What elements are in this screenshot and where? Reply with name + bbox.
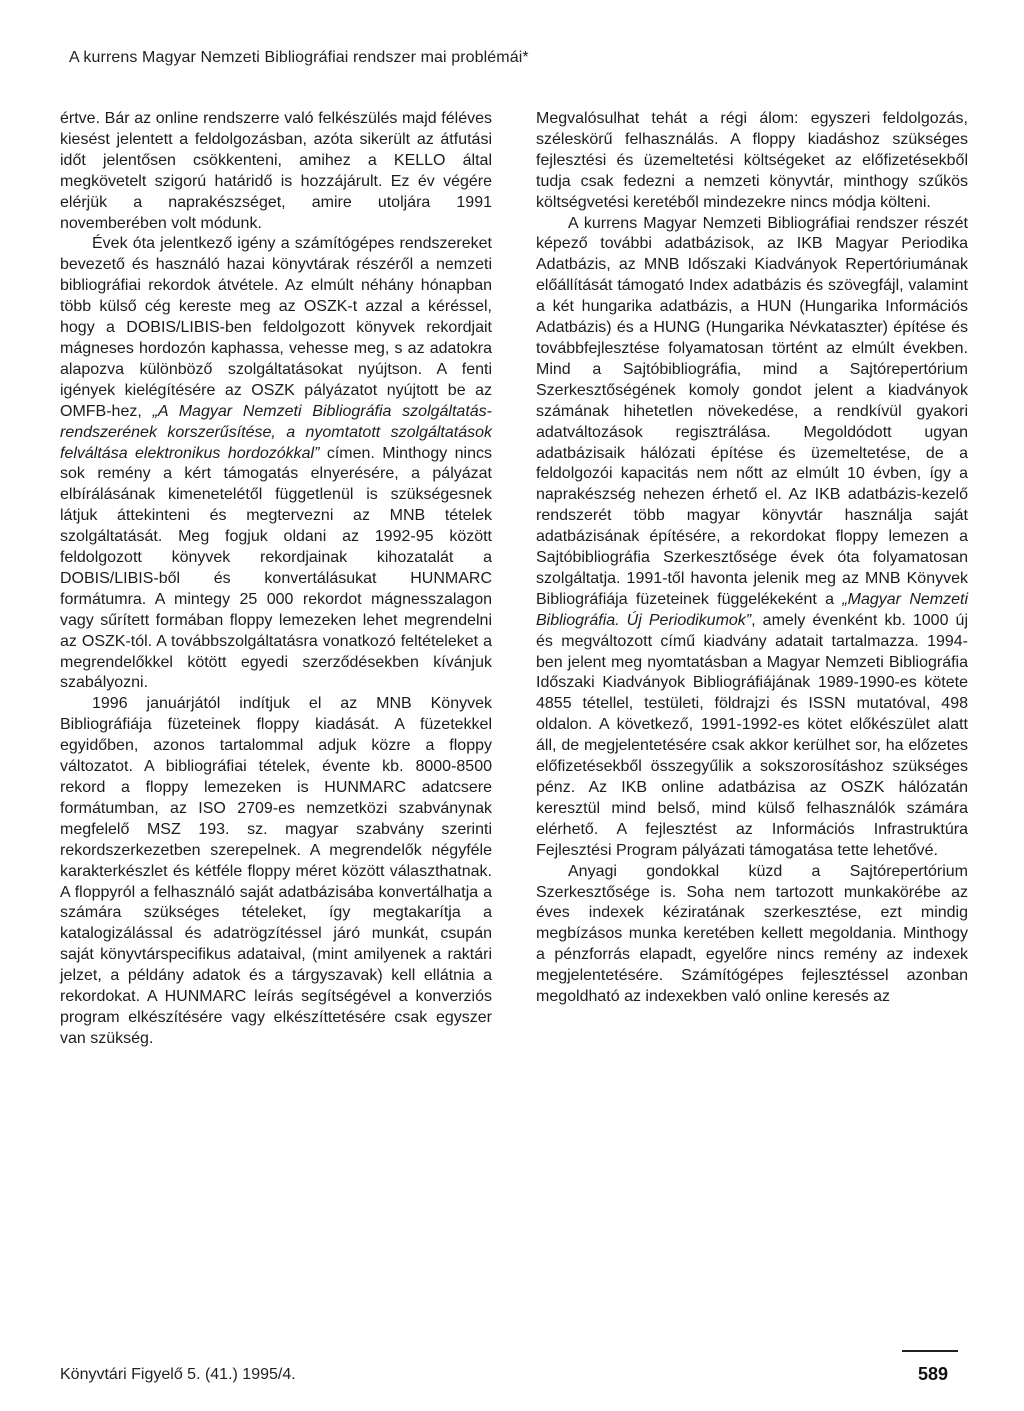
page-number: 589 <box>918 1364 949 1384</box>
footer-rule <box>902 1350 958 1352</box>
left-paragraph-2-text-b: címen. Minthogy nincs sok remény a kért támogatás elnyerésére, a pályázat elbírálásának kimenetelétől függetlenül is szükségesnek látjuk áttekinteni és megtervezni az MNB tételek szolgáltatását. Meg fogjuk oldani az 1992-95 között feldolgozott könyvek rekordjainak kihozatalát a DOBIS/LIBIS-ből és konvertálásukat HUNMARC formátumra. A mintegy 25 000 rekordot mágnesszalagon vagy sűrített formában floppy lemezeken lehet megrendelni az OSZK-tól. A továbbszolgáltatásra vonatkozó feltételeket a megrendelőkkel kötött egyedi szerződésekben kívánjuk szabályozni. <box>60 444 492 692</box>
right-column <box>536 109 968 1008</box>
right-paragraph-2 <box>536 214 968 862</box>
right-paragraph-2-text-b: , amely évenként kb. 1000 új és megváltozott című kiadvány adatait tartalmazza. 1994-ben jelent meg nyomtatásban a Magyar Nemzeti Bibliográfia Időszaki Kiadványok Bibliográfiájának 1989-1990-es kötete 4855 tétellel, testületi, földrajzi és ISSN mutatóval, 498 oldalon. A következő, 1991-1992-es kötet előkészület alatt áll, de megjelentetésére csak akkor kerülhet sor, ha előzetes előfizetésekből összegyűlik a sokszorosításhoz szükséges pénz. Az IKB online adatbázisa az OSZK hálózatán keresztül mind belső, mind külső felhasználók számára elérhető. A fejlesztést az Információs Infrastruktúra Fejlesztési Program pályázati támogatása tette lehetővé. <box>536 611 969 859</box>
left-column <box>60 109 492 1050</box>
left-paragraph-1: értve. Bár az online rendszerre való felkészülés majd féléves kiesést jelentett a feldolgozásban, azóta sikerült az átfutási időt jelentősen csökkenteni, amihez a KELLO által megkövetelt szigorú határidő is hozzájárult. Ez év végére elérjük a naprakészséget, amire utoljára 1991 novemberében volt módunk. <box>60 110 492 232</box>
right-paragraph-3: Anyagi gondokkal küzd a Sajtórepertórium Szerkesztősége is. Soha nem tartozott munkakörébe az éves indexek kéziratának szerkesztése, ezt mindig megbízásos munka keretében kellett megoldania. Minthogy a pénzforrás elapadt, egyelőre nincs remény az indexek megjelentetésére. Számítógépes fejlesztéssel azonban megoldható az indexekben való online keresés az <box>536 862 968 1006</box>
right-paragraph-1: Megvalósulhat tehát a régi álom: egyszeri feldolgozás, széleskörű felhasználás. A floppy kiadáshoz szükséges fejlesztési és üzemeltetési költségeket az előfizetésekből tudja csak fedezni a nemzeti könyvtár, minthogy szűkös költségvetési keretéből mindezekre nincs módja költeni. <box>536 110 968 211</box>
left-paragraph-2 <box>60 234 492 694</box>
project-title-italic: „A Magyar Nemzeti Bibliográfia szolgáltatás-rendszerének korszerűsítése, a nyomtatott szolgáltatások felváltása elektronikus hordozókkal” <box>60 402 492 462</box>
footer-journal-title: Könyvtári Figyelő 5. (41.) 1995/4. <box>60 1366 296 1383</box>
periodical-title-italic: „Magyar Nemzeti Bibliográfia. Új Periodikumok” <box>536 590 968 629</box>
left-paragraph-3: 1996 januárjától indítjuk el az MNB Könyvek Bibliográfiája füzeteinek floppy kiadását. A füzetekkel egyidőben, azonos tartalommal adjuk közre a floppy változatot. A bibliográfiai tételek, évente kb. 8000-8500 rekord a floppy lemezeken is HUNMARC adatcsere formátumban, az ISO 2709-es nemzetközi szabványnak megfelelő MSZ 193. sz. magyar szabvány szerinti rekordszerkezetben szerepelnek. A megrendelők négyféle karakterkészlet és kétféle floppy méret között választhatnak. A floppyról a felhasználó saját adatbázisába konvertálhatja a számára szükséges tételeket, így megtakarítja a katalogizálással és adatrögzítéssel járó munkát, csupán saját könyvtárspecifikus adataival, (mint amilyenek a raktári jelzet, a példány adatok és a tárgyszavak) kell ellátnia a rekordokat. A HUNMARC leírás segítségével a konverziós program elkészítésére vagy elkészíttetésére csak egyszer van szükség. <box>60 695 492 1047</box>
running-header: A kurrens Magyar Nemzeti Bibliográfiai rendszer mai problémái* <box>69 49 529 66</box>
left-paragraph-2-text-a: Évek óta jelentkező igény a számítógépes rendszereket bevezető és használó hazai könyvtárak részéről a nemzeti bibliográfiai rekordok átvétele. Az elmúlt néhány hónapban több külső cég kereste meg az OSZK-t azzal a kéréssel, hogy a DOBIS/LIBIS-ben feldolgozott könyvek rekordjait mágneses hordozón kaphassa, vehesse meg, s az adatokra alapozva különböző szolgáltatásokat nyújtson. A fenti igények kielégítésére az OSZK pályázatot nyújtott be az OMFB-hez, <box>60 235 492 420</box>
right-paragraph-2-text-a: A kurrens Magyar Nemzeti Bibliográfiai rendszer részét képező további adatbázisok, az IKB Magyar Periodika Adatbázis, az MNB Időszaki Kiadványok Repertóriumának előállítását támogató Index adatbázis és szövegfájl, valamint a két hungarika adatbázis, a HUN (Hungarika Információs Adatbázis) és a HUNG (Hungarika Névkataszter) építése és továbbfejlesztése folyamatosan történt az elmúlt években. Mind a Sajtóbibliográfia, mind a Sajtórepertórium Szerkesztőségének komoly gondot jelent a kiadványok számának hihetetlen növekedése, a rendkívül gyakori adatváltozások regisztrálása. Megoldódott ugyan adatbázisaik hálózati építése és üzemeltetése, de a feldolgozói kapacitás nem nőtt az elmúlt 10 évben, így a naprakészség nehezen érhető el. Az IKB adatbázis-kezelő rendszerét több magyar könyvtár használja saját adatbázisának építésére, a rekordokat floppy lemezen a Sajtóbibliográfia Szerkesztősége évek óta folyamatosan szolgáltatja. 1991-től havonta jelenik meg az MNB Könyvek Bibliográfiája füzeteinek függelékeként a <box>536 214 968 608</box>
